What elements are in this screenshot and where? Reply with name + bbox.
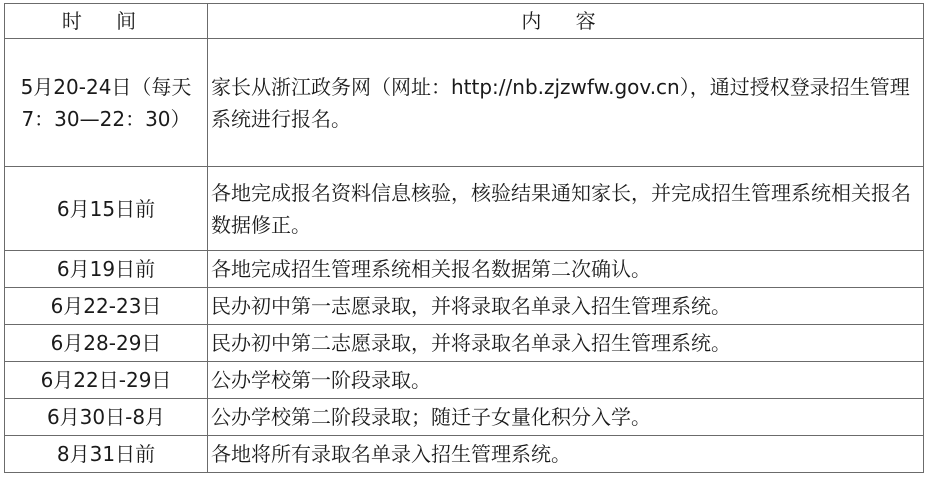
row-content: 民办初中第一志愿录取，并将录取名单录入招生管理系统。 <box>208 288 924 325</box>
table-row <box>5 399 924 436</box>
header-content: 内 容 <box>208 4 924 39</box>
row-time: 6月22-23日 <box>5 288 208 325</box>
table-row <box>5 362 924 399</box>
table-row <box>5 39 924 167</box>
table-row <box>5 436 924 473</box>
row-time: 6月15日前 <box>5 167 208 251</box>
row-time: 6月22日-29日 <box>5 362 208 399</box>
row-content: 家长从浙江政务网（网址：http://nb.zjzwfw.gov.cn），通过授权登录招生管理系统进行报名。 <box>208 39 924 167</box>
row-content: 各地完成招生管理系统相关报名数据第二次确认。 <box>208 251 924 288</box>
row-content: 公办学校第一阶段录取。 <box>208 362 924 399</box>
table-header <box>5 4 924 39</box>
row-content: 各地将所有录取名单录入招生管理系统。 <box>208 436 924 473</box>
row-content: 公办学校第二阶段录取；随迁子女量化积分入学。 <box>208 399 924 436</box>
enrollment-schedule-table <box>4 3 924 473</box>
row-time: 6月19日前 <box>5 251 208 288</box>
row-time: 8月31日前 <box>5 436 208 473</box>
table-row <box>5 251 924 288</box>
table-row <box>5 167 924 251</box>
row-content: 民办初中第二志愿录取，并将录取名单录入招生管理系统。 <box>208 325 924 362</box>
table-row <box>5 288 924 325</box>
header-row <box>5 4 924 39</box>
row-time: 5月20-24日（每天7：30—22：30） <box>5 39 208 167</box>
row-content: 各地完成报名资料信息核验，核验结果通知家长，并完成招生管理系统相关报名数据修正。 <box>208 167 924 251</box>
header-time: 时 间 <box>5 4 208 39</box>
row-time: 6月30日-8月 <box>5 399 208 436</box>
row-time: 6月28-29日 <box>5 325 208 362</box>
table-row <box>5 325 924 362</box>
table-body <box>5 39 924 473</box>
